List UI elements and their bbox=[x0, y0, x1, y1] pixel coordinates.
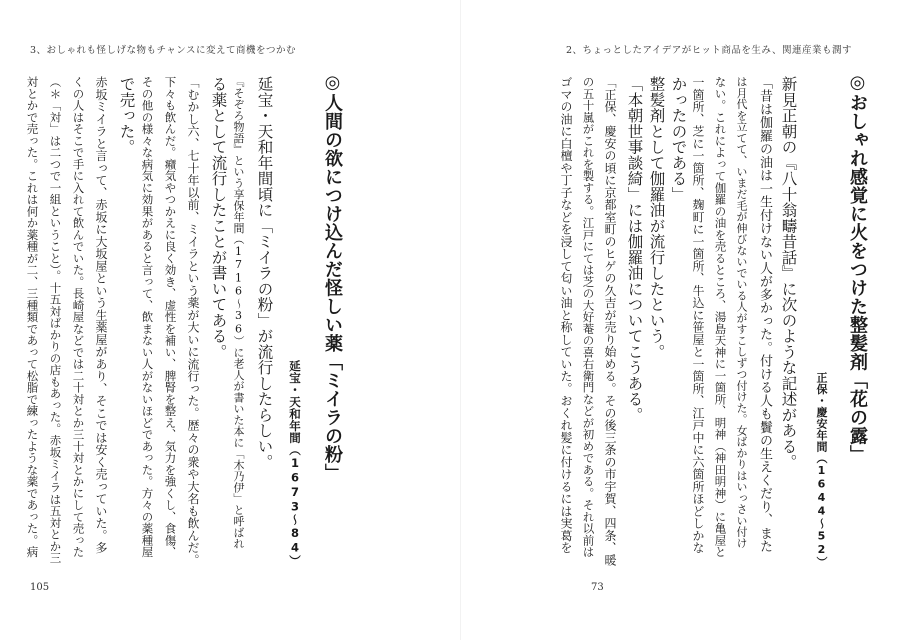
right-body-line-4: ない。これによって伽羅の油を売るところ、湯島天神に一箇所、明神（神田明神）に亀屋と bbox=[713, 76, 728, 558]
left-body-line-4: 「むかし六、七十年以前、ミイラという薬が大いに流行った。歴々の衆や大名も飲んだ。 bbox=[186, 76, 200, 566]
left-section-heading: ◎人間の欲につけ込んだ怪しい薬「ミイラの粉」 bbox=[322, 72, 343, 482]
right-body-line-7: 整髪剤として伽羅油が流行したという。 bbox=[647, 76, 666, 360]
left-page-number: 105 bbox=[30, 582, 50, 593]
left-body-line-11: 対とかで売った。これは何か薬種が二、三種類であって松脂で練ったような薬であった。病 bbox=[25, 76, 40, 558]
left-body-line-5: 下々も飲んだ。癪気やつかえに良く効き、虚性を補い、脾腎を整え、気力を強くし、食傷、 bbox=[163, 76, 178, 558]
right-body-line-1: 新見正朝の『八十翁疇昔話』に次のような記述がある。 bbox=[779, 76, 798, 470]
right-body-line-5: 一箇所、芝に一箇所、麹町に一箇所、牛込に笹屋と一箇所、江戸中に六箇所ほどしかな bbox=[691, 76, 705, 554]
left-body-line-9: くの人はそこで手に入れて飲んでいた。長崎屋などでは二十対とか三十対とかにして売った bbox=[71, 76, 86, 558]
left-page bbox=[0, 0, 460, 640]
left-running-head: 3、おしゃれも怪しげな物もチャンスに変えて商機をつかむ bbox=[30, 45, 296, 56]
left-body-line-8: 赤坂ミイラと言って、赤坂に大坂屋という生薬屋があり、そこでは安く売っていた。多 bbox=[94, 76, 108, 554]
right-section-subheading: 正保・慶安年間（1644〜52） bbox=[815, 372, 828, 568]
right-body-line-11: ゴマの油に白檀や丁子などを浸して匂い油と称していた。おくれ髪に付けるには実葛を bbox=[559, 76, 573, 554]
left-body-line-3: る薬として流行したことが書いてある。 bbox=[209, 76, 228, 360]
right-page bbox=[461, 0, 921, 640]
right-body-line-8: 「本朝世事談綺」には伽羅油についてこうある。 bbox=[625, 76, 644, 423]
left-body-line-7: で売った。 bbox=[117, 76, 136, 155]
left-body-line-6: その他の様々な病気に効果があると言って、飲まない人がないほどであった。方々の薬種屋 bbox=[140, 76, 155, 558]
left-body-line-10: （＊「対」は二つで一組ということ）。十五対ばかりの店もあった。赤坂ミイラは五対とか三 bbox=[48, 76, 63, 564]
right-body-line-10: の五十嵐がこれを製する。江戸にては芝の大好菴の喜右衛門などが初めである。それ以前は bbox=[581, 76, 596, 558]
left-section-subheading: 延宝・天和年間（1673〜84） bbox=[288, 360, 302, 567]
right-section-heading: ◎おしゃれ感覚に火をつけた整髪剤「花の露」 bbox=[847, 72, 868, 464]
right-body-line-6: かったのである」 bbox=[669, 76, 688, 202]
right-body-line-9: 「正保、慶安の頃に京都室町のヒゲの久吉が売り始める。その後三条の市宇賀、四条、暖 bbox=[603, 76, 617, 566]
left-body-line-2: 『そぞろ物語』という享保年間（1716〜36）に老人が書いた本に「木乃伊」と呼ばれ bbox=[232, 76, 245, 550]
left-body-line-1: 延宝・天和年間頃に「ミイラの粉」が流行したらしい。 bbox=[255, 76, 274, 470]
right-page-number: 73 bbox=[591, 582, 604, 593]
right-body-line-2: 「昔は伽羅の油は一生付けない人が多かった。付ける人も鬢の生えくだり、また bbox=[757, 76, 772, 553]
right-body-line-3: は月代を立てて、いまだ毛が伸びないでいる人がすこしずつ付けた。女ばかりはいっさい付け bbox=[735, 76, 748, 549]
right-running-head: 2、ちょっとしたアイデアがヒット商品を生み、関連産業も潤す bbox=[566, 45, 852, 56]
